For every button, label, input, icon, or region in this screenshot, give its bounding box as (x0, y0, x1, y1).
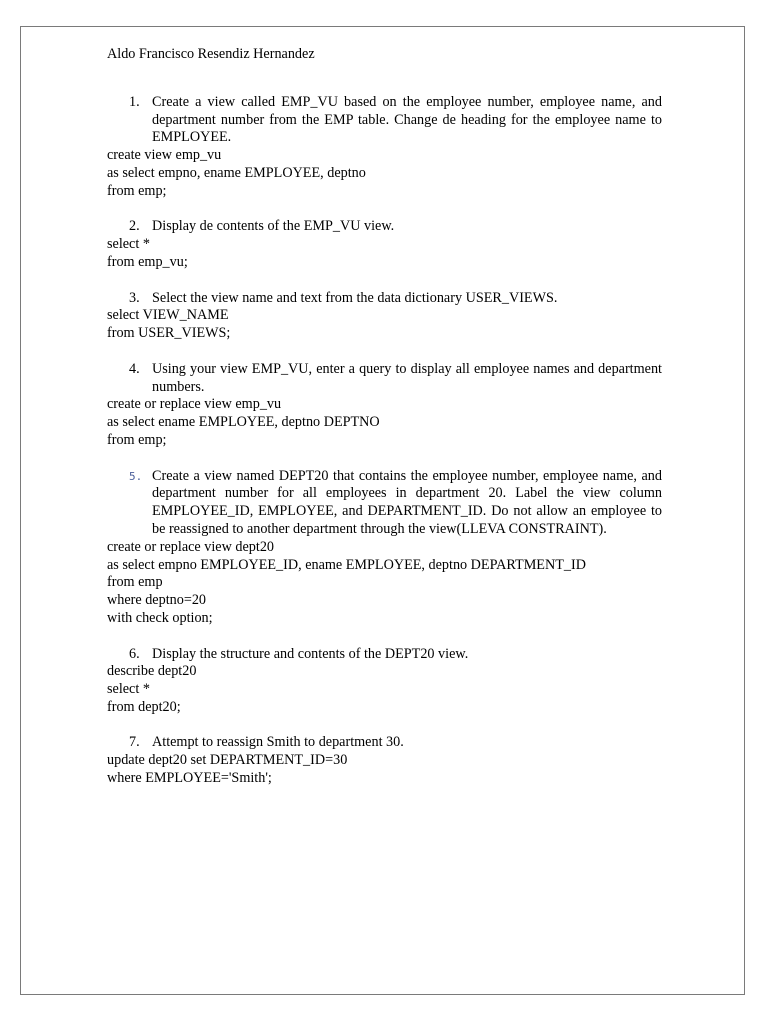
code-line: as select empno, ename EMPLOYEE, deptno (107, 164, 366, 181)
exercise-6-prompt (107, 646, 662, 664)
code-line: as select ename EMPLOYEE, deptno DEPTNO (107, 414, 380, 431)
exercise-number: 1. (129, 93, 140, 110)
exercise-number: 6. (129, 645, 140, 662)
code-line: from dept20; (107, 698, 181, 715)
code-line: from emp; (107, 182, 167, 199)
exercise-2-prompt (107, 218, 662, 236)
code-line: from USER_VIEWS; (107, 325, 231, 342)
exercise-text: Attempt to reassign Smith to department 30. (152, 734, 404, 751)
exercise-text: Display de contents of the EMP_VU view. (152, 218, 395, 235)
code-line: create or replace view emp_vu (107, 396, 282, 413)
exercise-7-prompt (107, 734, 662, 752)
code-line: from emp (107, 574, 163, 591)
exercise-text: Select the view name and text from the data dictionary USER_VIEWS. (152, 289, 558, 306)
exercise-number: 2. (129, 218, 140, 235)
exercise-text: Display the structure and contents of the DEPT20 view. (152, 645, 469, 662)
code-line: where EMPLOYEE='Smith'; (107, 770, 272, 787)
exercise-number: 7. (129, 734, 140, 751)
code-line: select * (107, 236, 150, 253)
exercise-text: Using your view EMP_VU, enter a query to display all employee names and department numbers. (152, 360, 662, 395)
exercise-4-prompt (107, 361, 662, 397)
exercise-1-prompt (107, 94, 662, 147)
exercise-number: 5. (129, 469, 143, 483)
exercise-5-prompt (107, 468, 662, 539)
code-line: create view emp_vu (107, 147, 222, 164)
exercise-3-prompt (107, 290, 662, 308)
code-line: from emp_vu; (107, 253, 188, 270)
exercise-number: 4. (129, 360, 140, 377)
code-line: select * (107, 681, 150, 698)
code-line: describe dept20 (107, 663, 197, 680)
exercise-text: Create a view called EMP_VU based on the employee number, employee name, and department number from the EMP table. Change de heading for the employee name to EMPLOYEE. (152, 93, 662, 146)
code-line: with check option; (107, 609, 213, 626)
code-line: from emp; (107, 431, 167, 448)
code-line: as select empno EMPLOYEE_ID, ename EMPLOYEE, deptno DEPARTMENT_ID (107, 556, 586, 573)
code-line: update dept20 set DEPARTMENT_ID=30 (107, 752, 348, 769)
author-name: Aldo Francisco Resendiz Hernandez (107, 46, 315, 62)
code-line: create or replace view dept20 (107, 538, 275, 555)
exercise-number: 3. (129, 289, 140, 306)
code-line: where deptno=20 (107, 592, 207, 609)
code-line: select VIEW_NAME (107, 307, 229, 324)
exercise-text: Create a view named DEPT20 that contains the employee number, employee name, and department number for all employees in department 20. Label the view column EMPLOYEE_ID, EMPLOYEE, and DEPARTMENT_ID. Do not allow an employee to be reassigned to another department through the view(LLEVA CONSTRAINT). (152, 467, 662, 537)
document-page (20, 26, 745, 995)
document-content (107, 46, 662, 788)
